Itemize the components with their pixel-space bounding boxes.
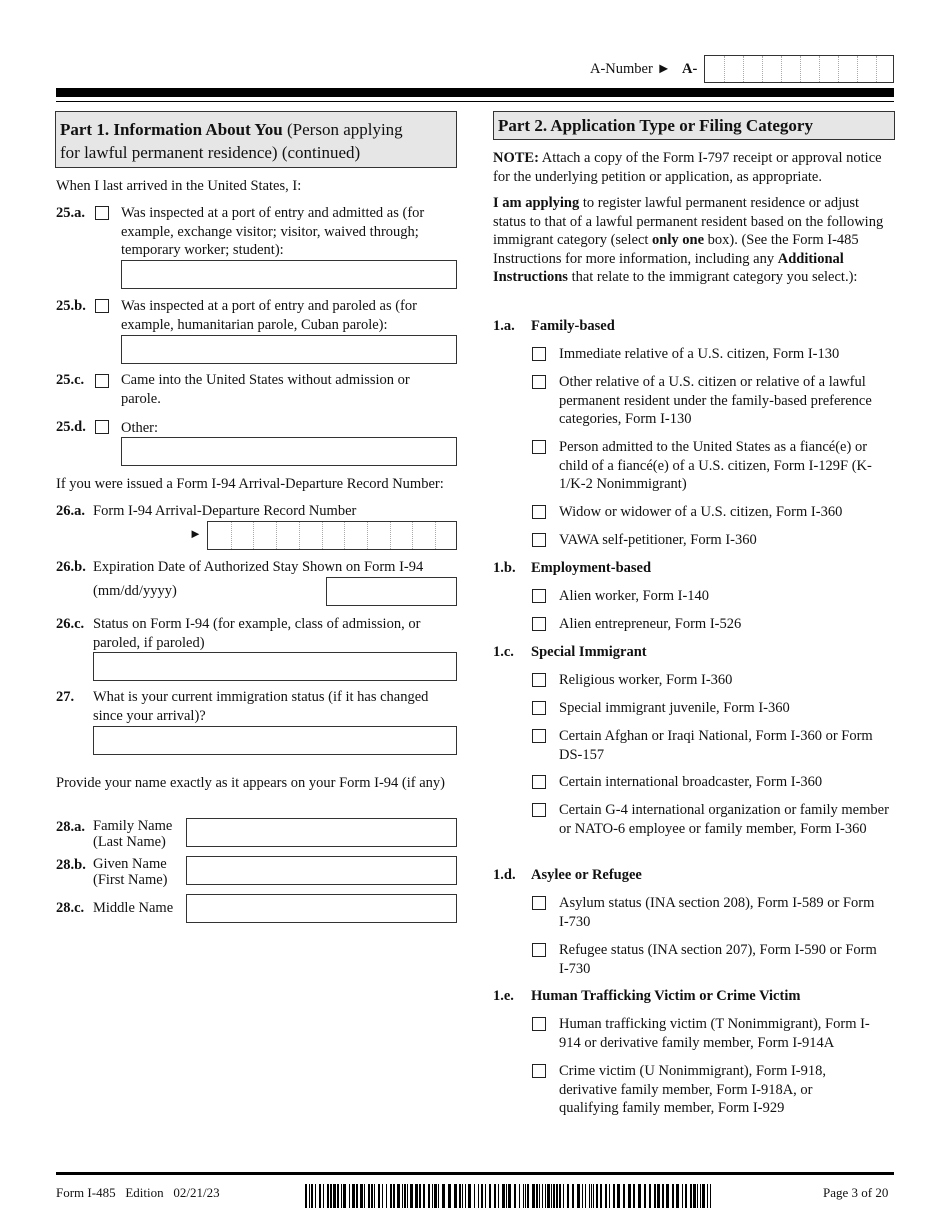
barcode-bar <box>589 1184 590 1208</box>
barcode-bar <box>628 1184 631 1208</box>
barcode-bar <box>662 1184 664 1208</box>
barcode-bar <box>707 1184 708 1208</box>
q26a-arrow-icon: ► <box>189 526 202 541</box>
header-rule <box>56 88 894 97</box>
opt-juvenile-checkbox[interactable] <box>532 701 546 715</box>
barcode-bar <box>315 1184 316 1208</box>
q25d-number: 25.d. <box>56 419 86 435</box>
opt-alien-worker-label: Alien worker, Form I-140 <box>559 588 710 604</box>
opt-trafficking-checkbox[interactable] <box>532 1017 546 1031</box>
barcode-bar <box>323 1184 324 1208</box>
barcode-bar <box>682 1184 683 1208</box>
opt-refugee-checkbox[interactable] <box>532 943 546 957</box>
cat-1a-number: 1.a. <box>493 318 515 334</box>
barcode-bar <box>617 1184 620 1208</box>
barcode-bar <box>654 1184 656 1208</box>
opt-refugee-label: Refugee status (INA section 207), Form I-590 or Form I-730 <box>559 942 877 977</box>
opt-immediate-relative-checkbox[interactable] <box>532 347 546 361</box>
barcode-bar <box>327 1184 329 1208</box>
opt-fiance-label: Person admitted to the United States as a fiancé(e) or child of a fiancé(e) of a U.S. citizen, Form I-129F (K-1/K-2 Nonimmigrant) <box>559 439 872 492</box>
q26b-label: Expiration Date of Authorized Stay Shown on Form I-94 <box>93 559 424 575</box>
opt-crime-victim-label: Crime victim (U Nonimmigrant), Form I-918, derivative family member, Form I-918A, or qualifying family member, Form I-929 <box>559 1063 827 1116</box>
barcode-bar <box>547 1184 550 1208</box>
barcode-bar <box>305 1184 307 1208</box>
barcode-bar <box>600 1184 602 1208</box>
q25b-checkbox[interactable] <box>95 299 109 313</box>
barcode-bar <box>371 1184 373 1208</box>
barcode-bar <box>415 1184 418 1208</box>
opt-alien-worker-checkbox[interactable] <box>532 589 546 603</box>
q26a-number: 26.a. <box>56 503 85 519</box>
barcode-bar <box>596 1184 598 1208</box>
barcode-bar <box>545 1184 546 1208</box>
barcode-bar <box>676 1184 679 1208</box>
q25c-checkbox[interactable] <box>95 374 109 388</box>
barcode-bar <box>468 1184 471 1208</box>
opt-widow-checkbox[interactable] <box>532 505 546 519</box>
barcode-bar <box>657 1184 660 1208</box>
q27-label: What is your current immigration status (if it has changed since your arrival)? <box>93 689 429 724</box>
opt-broadcaster-label: Certain international broadcaster, Form I-360 <box>559 774 823 790</box>
part1-header: Part 1. Information About You (Person applying for lawful permanent residence) (continued) <box>55 111 457 168</box>
barcode-bar <box>330 1184 332 1208</box>
a-number-label: A-Number ► <box>590 61 671 77</box>
part2-apply-paragraph: I am applying to register lawful permanent residence or adjust status to that of a lawful permanent resident based on the following immigrant category (select only one box). (See the Form I-485 Instructions for more information, including any Additional Instructions that relate to the immigrant category you select.): <box>493 195 884 285</box>
q26a-label: Form I-94 Arrival-Departure Record Number <box>93 503 357 519</box>
barcode-bar <box>386 1184 387 1208</box>
barcode-bar <box>448 1184 451 1208</box>
i94-intro: If you were issued a Form I-94 Arrival-Departure Record Number: <box>56 476 444 492</box>
barcode-bar <box>613 1184 615 1208</box>
barcode-bar <box>311 1184 313 1208</box>
opt-afghan-iraqi-label: Certain Afghan or Iraqi National, Form I-360 or Form DS-157 <box>559 728 873 763</box>
barcode-bar <box>591 1184 592 1208</box>
barcode-bar <box>390 1184 392 1208</box>
barcode-bar <box>542 1184 543 1208</box>
barcode-bar <box>582 1184 583 1208</box>
part2-title: Part 2. Application Type or Filing Category <box>498 116 813 135</box>
barcode-bar <box>685 1184 687 1208</box>
opt-alien-entrepreneur-label: Alien entrepreneur, Form I-526 <box>559 616 742 632</box>
barcode-bar <box>432 1184 433 1208</box>
q26b-number: 26.b. <box>56 559 86 575</box>
q26c-label: Status on Form I-94 (for example, class of admission, or paroled, if paroled) <box>93 616 421 651</box>
barcode-bar <box>337 1184 339 1208</box>
cat-1d-title: Asylee or Refugee <box>531 867 642 883</box>
barcode-bar <box>697 1184 698 1208</box>
opt-alien-entrepreneur-checkbox[interactable] <box>532 617 546 631</box>
part1-title: Part 1. Information About You <box>60 120 283 139</box>
barcode-bar <box>644 1184 646 1208</box>
opt-immediate-relative-label: Immediate relative of a U.S. citizen, Form I-130 <box>559 346 840 362</box>
opt-g4-nato-label: Certain G-4 international organization or family member or NATO-6 employee or family member, Form I-360 <box>559 802 889 837</box>
barcode-bar <box>360 1184 363 1208</box>
barcode-bar <box>638 1184 641 1208</box>
opt-asylum-checkbox[interactable] <box>532 896 546 910</box>
barcode-bar <box>407 1184 408 1208</box>
opt-religious-worker-checkbox[interactable] <box>532 673 546 687</box>
barcode-bar <box>352 1184 355 1208</box>
barcode-bar <box>459 1184 461 1208</box>
cat-1c-number: 1.c. <box>493 644 514 660</box>
barcode-bar <box>567 1184 569 1208</box>
barcode-bar <box>489 1184 491 1208</box>
cat-1b-title: Employment-based <box>531 560 652 576</box>
cat-1d-number: 1.d. <box>493 867 516 883</box>
name-intro: Provide your name exactly as it appears on your Form I-94 (if any) <box>56 775 445 791</box>
barcode-bar <box>623 1184 625 1208</box>
family-name-input[interactable] <box>186 818 457 847</box>
footer-rule <box>56 1172 894 1175</box>
barcode-bar <box>539 1184 540 1208</box>
barcode-bar <box>690 1184 692 1208</box>
q26c-number: 26.c. <box>56 616 85 632</box>
q26b-format: (mm/dd/yyyy) <box>93 583 177 599</box>
barcode-bar <box>428 1184 430 1208</box>
barcode <box>305 1184 713 1208</box>
barcode-bar <box>481 1184 483 1208</box>
barcode-bar <box>666 1184 669 1208</box>
middle-name-input[interactable] <box>186 894 457 923</box>
barcode-bar <box>309 1184 310 1208</box>
opt-trafficking-label: Human trafficking victim (T Nonimmigrant), Form I-914 or derivative family member, Form I-914A <box>559 1016 870 1051</box>
cat-1c-title: Special Immigrant <box>531 644 647 660</box>
barcode-bar <box>498 1184 499 1208</box>
q25d-label: Other: <box>121 420 159 436</box>
barcode-bar <box>454 1184 457 1208</box>
q25d-input[interactable] <box>121 437 457 466</box>
arrival-intro: When I last arrived in the United States, I: <box>56 178 302 194</box>
barcode-bar <box>378 1184 380 1208</box>
barcode-bar <box>525 1184 526 1208</box>
q28b-label: Given Name (First Name) <box>93 856 168 888</box>
opt-widow-label: Widow or widower of a U.S. citizen, Form I-360 <box>559 504 843 520</box>
barcode-bar <box>423 1184 425 1208</box>
barcode-bar <box>402 1184 403 1208</box>
q27-number: 27. <box>56 689 75 705</box>
barcode-bar <box>710 1184 711 1208</box>
barcode-bar <box>368 1184 370 1208</box>
barcode-bar <box>502 1184 505 1208</box>
q25a-checkbox[interactable] <box>95 206 109 220</box>
opt-crime-victim-checkbox[interactable] <box>532 1064 546 1078</box>
q25c-label: Came into the United States without admission or parole. <box>121 372 410 407</box>
barcode-bar <box>508 1184 511 1208</box>
opt-vawa-label: VAWA self-petitioner, Form I-360 <box>559 532 757 548</box>
header-rule-thin <box>56 101 894 102</box>
barcode-bar <box>410 1184 413 1208</box>
cat-1b-number: 1.b. <box>493 560 516 576</box>
opt-asylum-label: Asylum status (INA section 208), Form I-589 or Form I-730 <box>559 895 875 930</box>
barcode-bar <box>556 1184 558 1208</box>
opt-vawa-checkbox[interactable] <box>532 533 546 547</box>
q25c-number: 25.c. <box>56 372 85 388</box>
q26b-date-input[interactable] <box>326 577 457 606</box>
barcode-bar <box>343 1184 346 1208</box>
barcode-bar <box>478 1184 479 1208</box>
barcode-bar <box>474 1184 475 1208</box>
opt-g4-nato-checkbox[interactable] <box>532 803 546 817</box>
page-number: Page 3 of 20 <box>823 1185 889 1200</box>
q25b-input[interactable] <box>121 335 457 364</box>
barcode-bar <box>462 1184 463 1208</box>
barcode-bar <box>364 1184 365 1208</box>
given-name-input[interactable] <box>186 856 457 885</box>
barcode-bar <box>609 1184 610 1208</box>
q28a-number: 28.a. <box>56 819 85 835</box>
barcode-bar <box>333 1184 336 1208</box>
q25b-number: 25.b. <box>56 298 86 314</box>
barcode-bar <box>349 1184 350 1208</box>
barcode-bar <box>506 1184 507 1208</box>
q26c-input[interactable] <box>93 652 457 681</box>
barcode-bar <box>341 1184 342 1208</box>
q25a-number: 25.a. <box>56 205 85 221</box>
barcode-bar <box>393 1184 395 1208</box>
barcode-bar <box>523 1184 524 1208</box>
barcode-bar <box>577 1184 580 1208</box>
barcode-bar <box>536 1184 538 1208</box>
opt-broadcaster-checkbox[interactable] <box>532 775 546 789</box>
q28b-number: 28.b. <box>56 857 86 873</box>
form-edition: Form I-485 Edition 02/21/23 <box>56 1185 220 1200</box>
barcode-bar <box>514 1184 516 1208</box>
barcode-bar <box>485 1184 486 1208</box>
barcode-bar <box>605 1184 607 1208</box>
q25b-label: Was inspected at a port of entry and paroled as (for example, humanitarian parole, Cuban parole): <box>121 298 417 333</box>
barcode-bar <box>553 1184 555 1208</box>
a-number-prefix: A- <box>682 61 698 77</box>
barcode-bar <box>419 1184 421 1208</box>
barcode-bar <box>551 1184 552 1208</box>
opt-religious-worker-label: Religious worker, Form I-360 <box>559 672 733 688</box>
a-number-input[interactable] <box>704 55 894 83</box>
barcode-bar <box>519 1184 520 1208</box>
part2-header <box>493 111 895 140</box>
q28c-label: Middle Name <box>93 900 174 916</box>
barcode-bar <box>404 1184 406 1208</box>
opt-afghan-iraqi-checkbox[interactable] <box>532 729 546 743</box>
q25d-checkbox[interactable] <box>95 420 109 434</box>
q27-input[interactable] <box>93 726 457 755</box>
barcode-bar <box>527 1184 529 1208</box>
opt-other-relative-checkbox[interactable] <box>532 375 546 389</box>
q28c-number: 28.c. <box>56 900 85 916</box>
opt-fiance-checkbox[interactable] <box>532 440 546 454</box>
barcode-bar <box>633 1184 635 1208</box>
barcode-bar <box>465 1184 466 1208</box>
barcode-bar <box>494 1184 496 1208</box>
cat-1e-title: Human Trafficking Victim or Crime Victim <box>531 988 801 1004</box>
barcode-bar <box>532 1184 535 1208</box>
cat-1e-number: 1.e. <box>493 988 514 1004</box>
barcode-bar <box>693 1184 696 1208</box>
cat-1a-title: Family-based <box>531 318 615 334</box>
q26a-input[interactable] <box>207 521 457 550</box>
q25a-label: Was inspected at a port of entry and admitted as (for example, exchange visitor; visitor, waived through; temporary worker; student): <box>121 205 425 258</box>
part2-note: NOTE: Attach a copy of the Form I-797 receipt or approval notice for the underlying petition or application, as appropriate. <box>493 150 882 185</box>
barcode-bar <box>563 1184 564 1208</box>
barcode-bar <box>585 1184 586 1208</box>
barcode-bar <box>374 1184 375 1208</box>
barcode-bar <box>700 1184 701 1208</box>
barcode-bar <box>672 1184 674 1208</box>
barcode-bar <box>382 1184 383 1208</box>
barcode-bar <box>397 1184 400 1208</box>
q25a-input[interactable] <box>121 260 457 289</box>
barcode-bar <box>434 1184 437 1208</box>
barcode-bar <box>438 1184 439 1208</box>
barcode-bar <box>442 1184 445 1208</box>
q28a-label: Family Name (Last Name) <box>93 818 173 850</box>
barcode-bar <box>702 1184 705 1208</box>
opt-juvenile-label: Special immigrant juvenile, Form I-360 <box>559 700 790 716</box>
barcode-bar <box>572 1184 574 1208</box>
barcode-bar <box>649 1184 651 1208</box>
opt-other-relative-label: Other relative of a U.S. citizen or relative of a lawful permanent resident under the family-based preference categories, Form I-130 <box>559 374 872 427</box>
barcode-bar <box>593 1184 594 1208</box>
barcode-bar <box>319 1184 321 1208</box>
barcode-bar <box>559 1184 561 1208</box>
barcode-bar <box>356 1184 358 1208</box>
